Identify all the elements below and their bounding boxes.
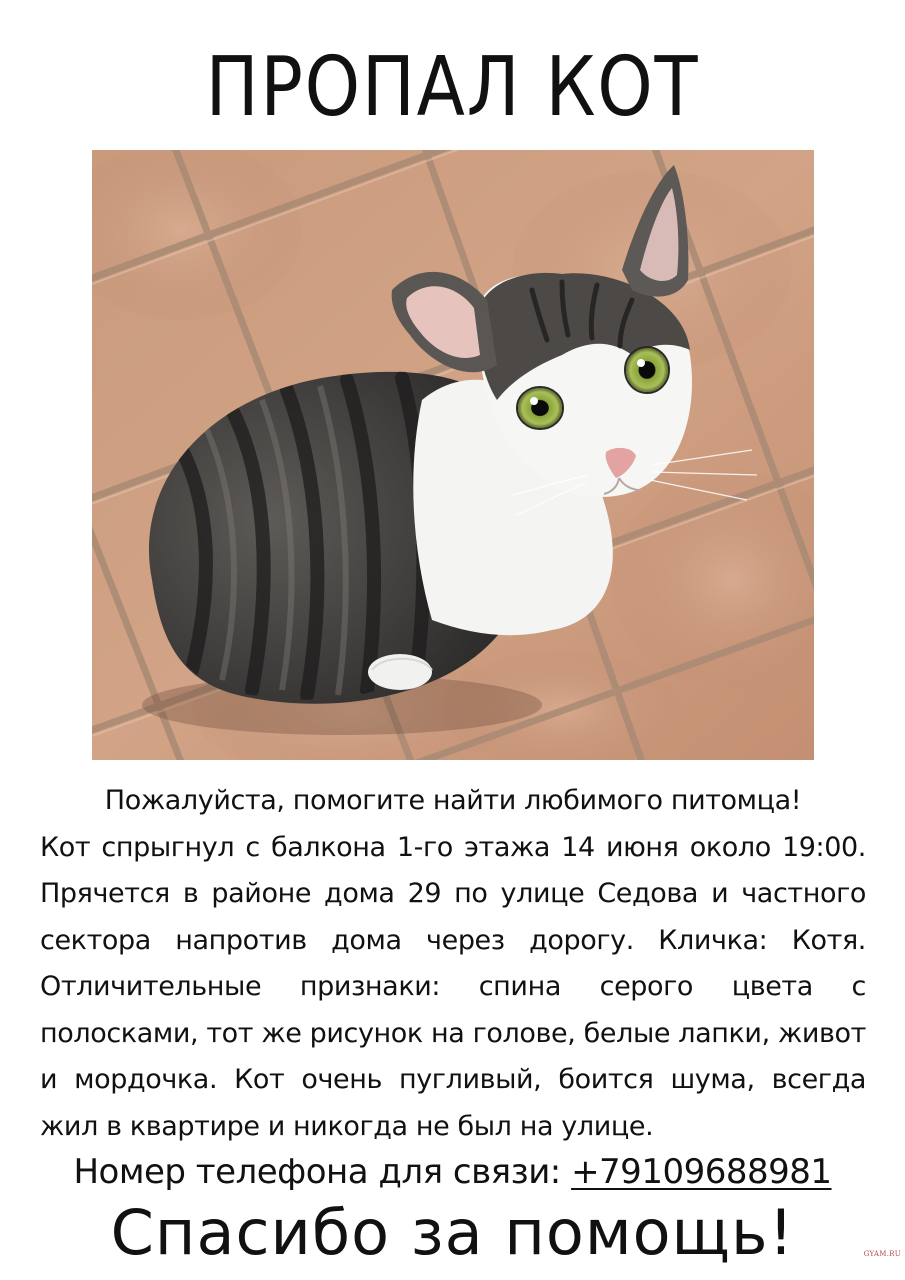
poster-headline: ПРОПАЛ КОТ [205,40,700,135]
cat-photo [92,150,814,760]
description-text: Кот спрыгнул с балкона 1-го этажа 14 июня около 19:00. Прячется в районе дома 29 по улице Седова и частного сектора напротив дома через дорогу. Кличка: Котя. Отличительные признаки: спина серого цвета с полосками, тот же рисунок на голове, белые лапки, живот и мордочка. Кот очень пугливый, боится шума, всегда жил в квартире и никогда не был на улице. [40,831,866,1142]
contact-label: Номер телефона для связи: [73,1152,561,1192]
description-block [40,778,866,1150]
intro-text: Пожалуйста, помогите найти любимого питомца! [104,785,802,816]
phone-link[interactable]: +79109688981 [571,1152,832,1192]
watermark-logo: GYAM.RU [863,1250,901,1258]
thanks-text: Спасибо за помощь! [110,1196,795,1269]
